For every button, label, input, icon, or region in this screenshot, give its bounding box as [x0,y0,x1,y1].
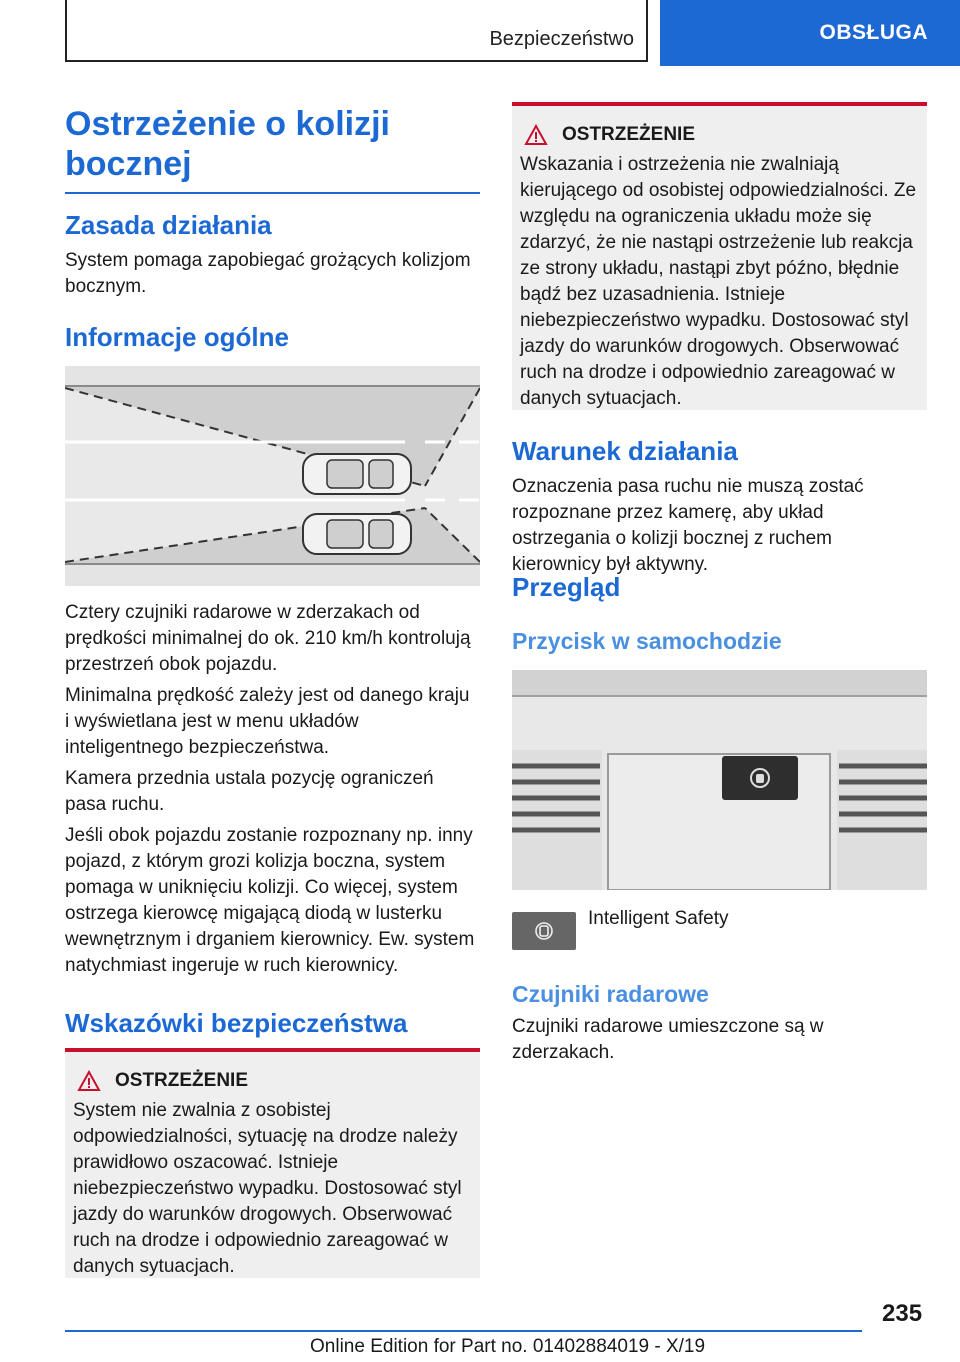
page-number: 235 [882,1300,923,1327]
text-czujniki: Czujniki radarowe umieszczone są w zderzakach. [512,1016,824,1063]
lane-diagram-illustration [65,366,480,586]
footer-edition-text: Online Edition for Part no. 01402884019 - X/19 [310,1336,706,1357]
heading-wskazowki: Wskazówki bezpieczeństwa [65,1008,408,1038]
text-p4: Jeśli obok pojazdu zostanie rozpoznany np. inny pojazd, z którym grozi kolizja boczna, system pomaga w uniknięciu kolizji. Co więcej, system ostrzega kierowcę migającą diodą w lusterku wewnętrznym i drganiem kierownicy. Ew. system natychmiast ingeruje w ruch kierownicy. [65,825,475,976]
warning-text: Wskazania i ostrzeżenia nie zwalniają kierującego od osobistej odpowiedzialności. Ze względu na ograniczenia układu może się zdarzyć, że nie nastąpi ostrzeżenie lub reakcja ze strony układu, nastąpi zbyt późno, błędnie bądź bez uzasadnienia. Istnieje niebezpieczeństwo wypadku. Dostosować styl jazdy do warunków drogowych. Obserwować ruch na drodze i odpowiednio zareagować w danych sytuacjach. [520,154,917,409]
dashboard-illustration [512,670,927,890]
header-frame [65,0,648,62]
safety-car-icon [534,921,554,941]
heading-przeglad: Przegląd [512,572,621,602]
warning-header [77,1070,472,1092]
title-line-1: Ostrzeżenie o kolizji [65,105,390,143]
car-top [303,454,411,494]
header-section-title: Bezpieczeństwo [489,28,634,50]
heading-czujniki: Czujniki radarowe [512,981,709,1007]
warning-label: OSTRZEŻENIE [115,1070,249,1091]
page-header [0,0,960,66]
warning-box-left [65,1048,480,1278]
warning-label: OSTRZEŻENIE [562,124,696,145]
title-line-2: bocznej [65,145,192,183]
heading-zasada: Zasada działania [65,210,272,240]
subheading-przycisk: Przycisk w samochodzie [512,628,782,654]
warning-header [524,124,919,146]
button-label: Intelligent Safety [588,908,729,929]
warning-box-right [512,102,927,410]
heading-warunek: Warunek działania [512,436,738,466]
header-chapter-tab: OBSŁUGA [660,0,960,66]
text-zasada: System pomaga zapobiegać grożących kolizjom bocznym. [65,250,471,297]
warning-triangle-icon [77,1070,101,1092]
text-p1: Cztery czujniki radarowe w zderzakach od prędkości minimalnej do ok. 210 km/h kontrolują przestrzeń obok pojazdu. [65,602,471,675]
heading-informacje: Informacje ogólne [65,322,289,352]
text-warunek: Oznaczenia pasa ruchu nie muszą zostać rozpoznane przez kamerę, aby układ ostrzegania o kolizji bocznej z ruchem kierownicy był aktywny. [512,476,864,575]
text-p3: Kamera przednia ustala pozycję ograniczeń pasa ruchu. [65,768,434,815]
intelligent-safety-button-icon [512,912,576,950]
footer-rule [65,1330,862,1332]
lane-diagram [65,366,480,586]
page-title [65,104,480,194]
text-p2: Minimalna prędkość zależy jest od danego kraju i wyświetlana jest w menu układów inteligentnego bezpieczeństwa. [65,685,470,758]
warning-text: System nie zwalnia z osobistej odpowiedzialności, sytuację na drodze należy prawidłowo oszacować. Istnieje niebezpieczeństwo wypadku. Dostosować styl jazdy do warunków drogowych. Obserwować ruch na drodze i odpowiednio zareagować w danych sytuacjach. [73,1100,462,1277]
car-bottom [303,514,411,554]
title-rule [65,192,480,194]
footer-edition [310,1336,705,1358]
warning-triangle-icon [524,124,548,146]
dashboard-photo [512,670,927,890]
